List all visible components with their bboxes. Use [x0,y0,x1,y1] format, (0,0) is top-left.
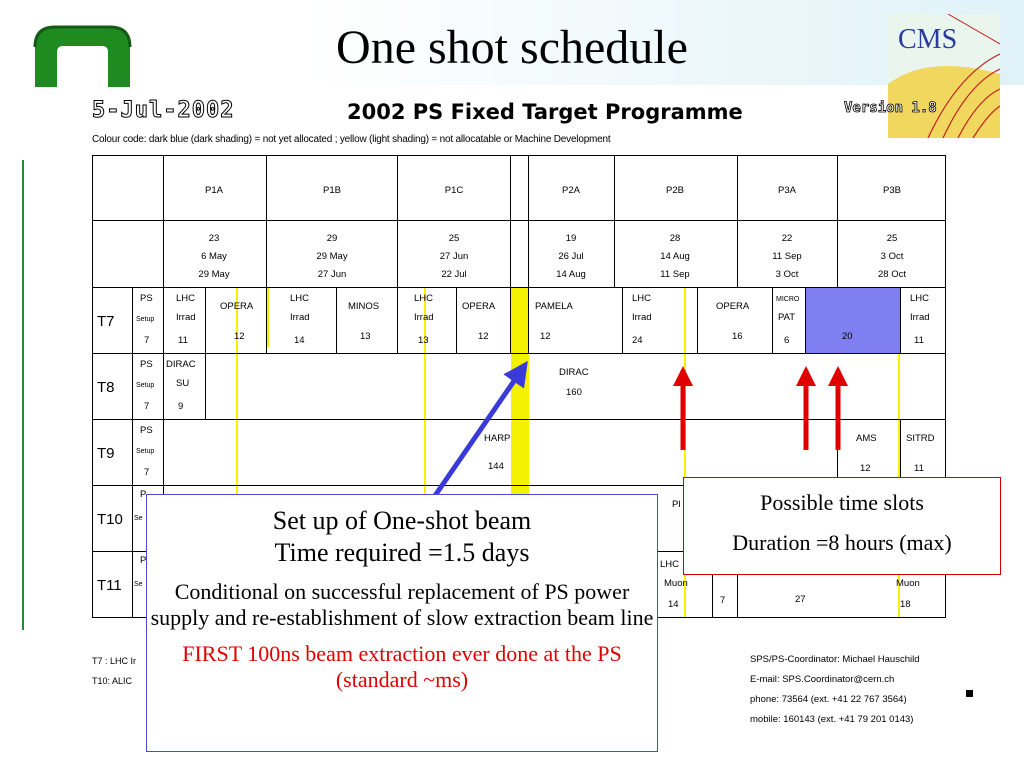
period-date: 29 May [198,269,230,280]
cell-count: 14 [668,599,679,610]
period-date: 28 Oct [878,269,906,280]
cell-name: LHC [414,293,434,304]
period-name: P3A [778,185,796,196]
row-label-t7: T7 [97,313,115,330]
cell-sub: Irrad [176,312,196,323]
cell-sub: Irrad [414,312,434,323]
cell-name: PS [140,359,153,370]
cell-count: 18 [900,599,911,610]
callout-slots-title: Possible time slots [760,490,924,515]
coordinator-mobile: mobile: 160143 (ext. +41 79 201 0143) [750,714,914,725]
cell-count: 13 [360,331,371,342]
cell-name: P [140,555,147,566]
cell-sub: Muon [896,578,920,589]
coordinator-name: SPS/PS-Coordinator: Michael Hauschild [750,654,920,665]
cell-name: DIRAC [559,367,589,378]
period-start: 28 [669,233,681,244]
period-start: 25 [448,233,460,244]
cell-count: 7 [720,595,726,606]
cell-name: P [140,489,147,500]
period-start: 19 [565,233,577,244]
cell-count: 27 [795,594,806,605]
cell-name: OPERA [462,301,496,312]
callout-line-time: Time required =1.5 days [274,538,530,567]
cell-count: 7 [144,335,150,346]
cell-name: LHC [290,293,310,304]
period-start: 23 [208,233,220,244]
callout-line-setup: Set up of One-shot beam [272,506,532,535]
period-name: P2A [562,185,580,196]
period-date: 11 Sep [772,251,802,262]
cell-name: OPERA [716,301,750,312]
cms-logo-text: CMS [898,24,958,55]
cell-count: 11 [914,463,924,474]
cell-name: PAMELA [535,301,573,312]
cell-count: 12 [478,331,489,342]
period-date: 14 Aug [556,269,586,280]
cell-name: PS [140,425,153,436]
row-label-t9: T9 [97,445,115,462]
cell-count: 20 [842,331,853,342]
programme-title: 2002 PS Fixed Target Programme [347,100,743,124]
period-start: 29 [326,233,338,244]
period-date: 27 Jun [439,251,469,262]
period-date: 3 Oct [880,251,904,262]
cell-name: LHC [632,293,652,304]
callout-line-first: FIRST 100ns beam extraction ever done at the PS (standard ~ms) [182,641,622,692]
cell-sub: Irrad [910,312,930,323]
period-date: 27 Jun [317,269,347,280]
cell-name: PS [140,293,153,304]
cell-name: MINOS [348,301,380,312]
cell-count: 7 [144,401,150,412]
slide-title: One shot schedule [336,21,688,74]
row-label-t10: T10 [97,511,123,528]
cell-count: 12 [540,331,551,342]
blue-arrow [432,365,525,500]
cell-count: 12 [860,463,871,474]
cell-count: 7 [144,467,150,478]
cell-count: 6 [784,335,790,346]
cell-sub: Irrad [290,312,310,323]
period-name: P1A [205,185,223,196]
cell-setup: Setup [136,448,155,455]
row-label-t11: T11 [97,577,122,594]
period-date: 26 Jul [558,251,584,262]
cell-sub: SU [176,378,190,389]
cell-sub: Irrad [632,312,652,323]
cell-name: OPERA [220,301,254,312]
coordinator-phone: phone: 73564 (ext. +41 22 767 3564) [750,694,907,705]
period-date: 29 May [316,251,348,262]
period-date: 22 Jul [441,269,467,280]
cell-name: MICRO [776,296,800,303]
cell-count: 11 [178,335,188,346]
row-label-t8: T8 [97,379,115,396]
cell-name: SITRD [906,433,935,444]
cell-setup: Se [134,581,143,588]
cell-name: HARP [484,433,511,444]
one-shot-callout [146,494,658,752]
cell-count: 9 [178,401,184,412]
cell-sub: PAT [778,312,796,323]
callout-line-conditional: Conditional on successful replacement of PS power supply and re-establishment of slow extraction beam line [150,579,654,630]
period-name: P2B [666,185,684,196]
colour-code-legend: Colour code: dark blue (dark shading) = not yet allocated ; yellow (light shading) = not allocatable or Machine Development [92,134,611,145]
period-date: 6 May [201,251,227,262]
cell-name: LHC [176,293,196,304]
cell-name: AMS [856,433,877,444]
cell-count: 12 [234,331,245,342]
period-date: 11 Sep [660,269,690,280]
period-start: 25 [886,233,898,244]
cell-count: 24 [632,335,643,346]
version-label: Version 1.8 [844,100,937,116]
schedule-date: 5-Jul-2002 [92,98,235,123]
cell-name: DIRAC [166,359,196,370]
period-start: 22 [781,233,793,244]
period-name: P1C [444,185,464,196]
cell-name: LHC [910,293,930,304]
period-date: 3 Oct [775,269,799,280]
cell-setup: Setup [136,382,155,389]
cell-sub: Muon [664,578,688,589]
cell-setup: Se [134,515,143,522]
period-name: P3B [883,185,901,196]
cell-setup: Setup [136,316,155,323]
callout-slots-duration: Duration =8 hours (max) [732,530,952,555]
coordinator-email: E-mail: SPS.Coordinator@cern.ch [750,674,895,685]
cell-name: LHC [660,559,680,570]
cell-count: 14 [294,335,305,346]
period-date: 14 Aug [660,251,690,262]
footnote-t7: T7 : LHC Ir [92,656,137,666]
cell-count: 13 [418,335,429,346]
period-name: P1B [323,185,341,196]
cell-count: 11 [914,335,924,346]
cell-name: Pl [672,499,681,510]
cell-count: 144 [488,461,504,472]
cell-count: 160 [566,387,582,398]
cell-count: 16 [732,331,743,342]
footnote-t10: T10: ALIC [92,676,133,686]
time-slots-callout [683,477,1001,575]
